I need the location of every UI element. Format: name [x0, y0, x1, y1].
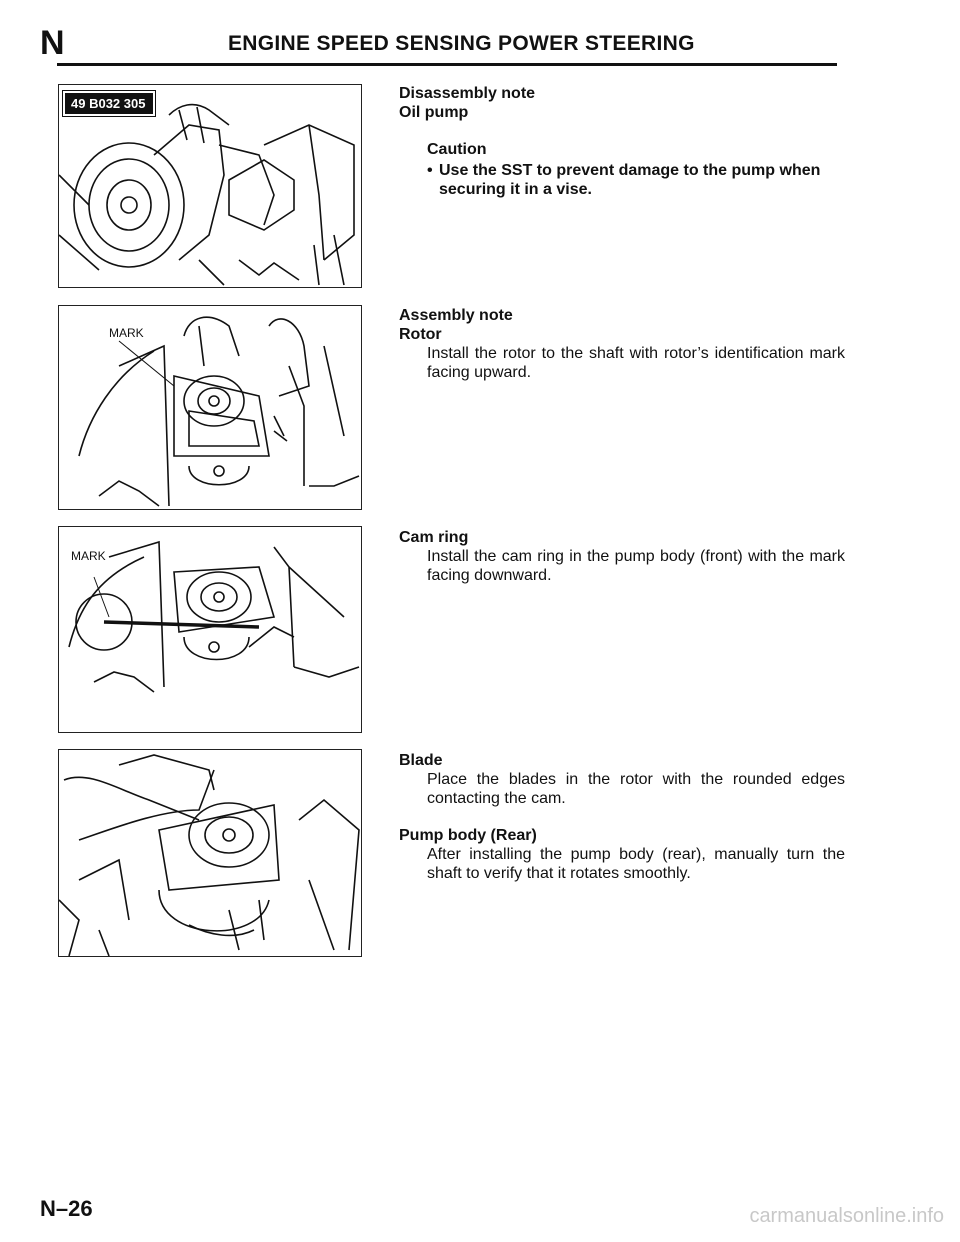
disassembly-note-section: [399, 84, 845, 199]
caution-item: • Use the SST to prevent damage to the pump when securing it in a vise.: [427, 161, 845, 199]
watermark: carmanualsonline.info: [749, 1205, 944, 1227]
caution-list: [427, 161, 845, 199]
figure-oil-pump-vise: [58, 84, 362, 288]
blade-section: [399, 751, 845, 883]
pump-body-heading: Pump body (Rear): [399, 827, 537, 844]
disassembly-heading: Disassembly note: [399, 85, 536, 102]
mark-label: MARK: [71, 549, 106, 563]
sst-tag: 49 B032 305: [63, 91, 155, 116]
rotor-illustration: [59, 306, 361, 509]
rotor-text: Install the rotor to the shaft with rotor’s identification mark facing upward.: [427, 345, 845, 381]
assembly-note-section: [399, 306, 845, 382]
rotor-subheading: Rotor: [399, 326, 442, 343]
blade-heading: Blade: [399, 752, 443, 769]
caution-label: Caution: [427, 141, 487, 158]
cam-ring-section: [399, 528, 845, 585]
pump-body-text: After installing the pump body (rear), manually turn the shaft to verify that it rotates smoothly.: [427, 846, 845, 882]
cam-ring-text: Install the cam ring in the pump body (front) with the mark facing downward.: [427, 548, 845, 584]
blades-illustration: [59, 750, 361, 956]
section-letter: N: [40, 24, 65, 62]
oil-pump-subheading: Oil pump: [399, 104, 469, 121]
figure-cam-ring: [58, 526, 362, 733]
mark-label: MARK: [109, 326, 144, 340]
page-number: N–26: [40, 1196, 93, 1221]
cam-ring-heading: Cam ring: [399, 529, 469, 546]
figure-rotor: [58, 305, 362, 510]
assembly-heading: Assembly note: [399, 307, 513, 324]
header-divider: [57, 63, 837, 66]
figure-blades: [58, 749, 362, 957]
page-title: ENGINE SPEED SENSING POWER STEERING: [228, 32, 695, 55]
blade-text: Place the blades in the rotor with the rounded edges contacting the cam.: [427, 771, 845, 807]
